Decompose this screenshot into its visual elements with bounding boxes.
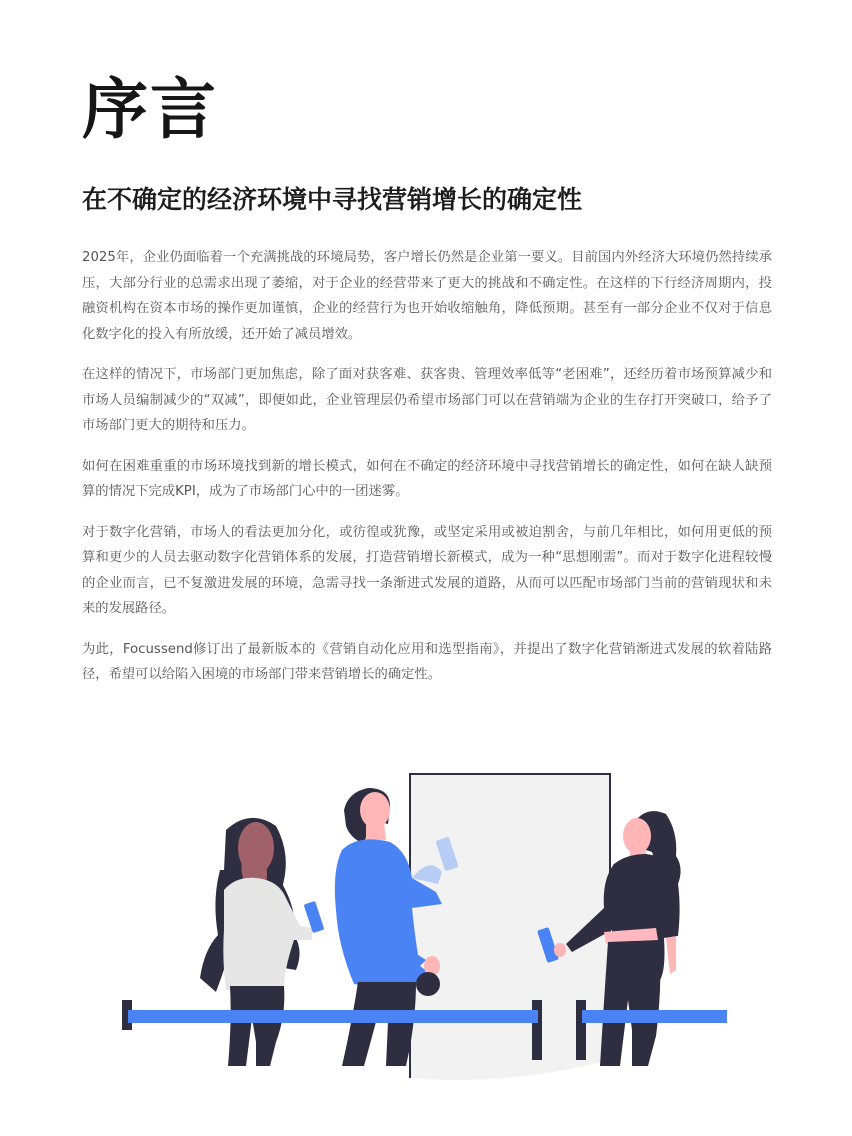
paragraph-1: 2025年，企业仍面临着一个充满挑战的环境局势，客户增长仍然是企业第一要义。目前国内外经济大环境仍然持续承压，大部分行业的总需求出现了萎缩，对于企业的经营带来了更大的挑战和不确定性。在这样的下行经济周期内，投融资机构在资本市场的操作更加谨慎，企业的经营行为也开始收缩触角，降低预期。甚至有一部分企业不仅对于信息化数字化的投入有所放缓，还开始了减员增效。 [82,250,772,342]
paragraph-3: 如何在困难重重的市场环境找到新的增长模式，如何在不确定的经济环境中寻找营销增长的确定性，如何在缺人缺预算的情况下完成KPI，成为了市场部门心中的一团迷雾。 [82,458,772,499]
page-title: 序言 [82,71,218,148]
woman-left-figure [200,818,324,1066]
paragraph-4: 对于数字化营销，市场人的看法更加分化，或彷徨或犹豫，或坚定采用或被迫割舍，与前几年相比，如何用更低的预算和更少的人员去驱动数字化营销体系的发展，打造营销增长新模式，成为一种“思想刚需”。而对于数字化进程较慢的企业而言，已不复激进发展的环境，急需寻找一条渐进式发展的道路，从而可以匹配市场部门当前的营销现状和未来的发展路径。 [82,524,772,616]
people-queue-illustration [100,760,760,1100]
paragraph-2: 在这样的情况下，市场部门更加焦虑，除了面对获客难、获客贵、管理效率低等“老困难”，还经历着市场预算减少和市场人员编制减少的“双减”，即便如此，企业管理层仍希望市场部门可以在营销端为企业的生存打开突破口，给予了市场部门更大的期待和压力。 [82,367,772,433]
body-text [82,245,772,703]
paragraph-5: 为此，Focussend修订出了最新版本的《营销自动化应用和选型指南》，并提出了数字化营销渐进式发展的软着陆路径，希望可以给陷入困境的市场部门带来营销增长的确定性。 [82,641,772,682]
page-subtitle: 在不确定的经济环境中寻找营销增长的确定性 [82,185,583,214]
